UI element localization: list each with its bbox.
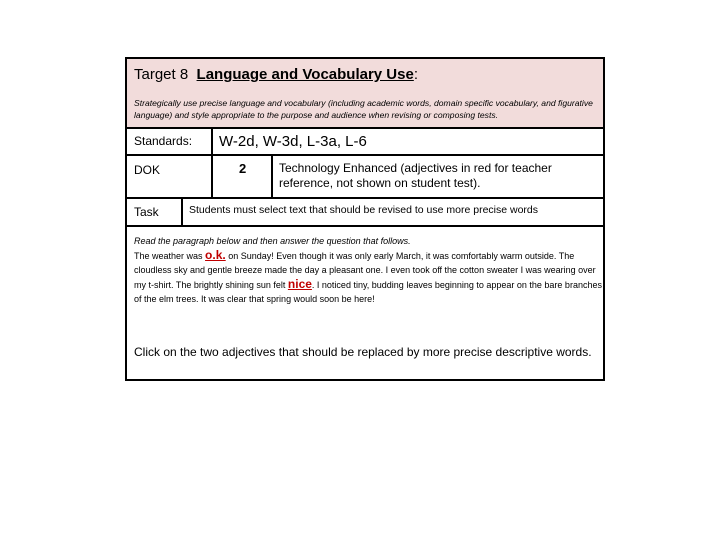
target-title [134,66,418,83]
target-colon: : [413,66,418,83]
target-name: Language and Vocabulary Use [196,66,414,83]
standards-label: Standards: [134,134,193,148]
dok-row [127,156,603,199]
target-description: Strategically use precise language and vocabulary (including academic words, domain specific vocabulary, and figurative language) and style appropriate to the purpose and audience when revising or composing tests. [134,98,593,120]
passage [134,234,602,306]
selectable-word-nice[interactable]: nice [287,277,312,291]
dok-note: Technology Enhanced (adjectives in red for teacher reference, not shown on student test). [279,161,552,190]
selectable-word-ok[interactable]: o.k. [205,248,226,262]
standards-row [127,129,603,156]
divider [181,199,183,225]
passage-text: . I noticed tiny, budding leaves beginning to appear on the bare branches of the elm trees. It was clear that spring would soon be here! [134,280,602,304]
question-prompt: Click on the two adjectives that should be replaced by more precise descriptive words. [134,345,592,359]
task-text: Students must select text that should be revised to use more precise words [189,204,539,216]
dok-level: 2 [239,161,247,176]
target-header [127,59,603,129]
divider [211,156,213,197]
divider [271,156,273,197]
passage-text: on Sunday! Even though it was only early March, it was comfortably warm outside. The cloudless sky and gentle breeze made the day a pleasant one. I even took off the cotton sweater I was wearing over my t-shirt. The brightly shining sun felt [134,251,596,290]
passage-text: The weather was [134,251,206,261]
dok-label: DOK [134,163,161,177]
task-label: Task [134,205,159,219]
divider [211,129,213,154]
item-card [125,57,605,381]
target-number: Target 8 [134,66,189,83]
standards-value: W-2d, W-3d, L-3a, L-6 [219,133,367,150]
task-row [127,199,603,227]
passage-intro: Read the paragraph below and then answer the question that follows. [134,236,411,246]
passage-paragraph [134,248,602,306]
